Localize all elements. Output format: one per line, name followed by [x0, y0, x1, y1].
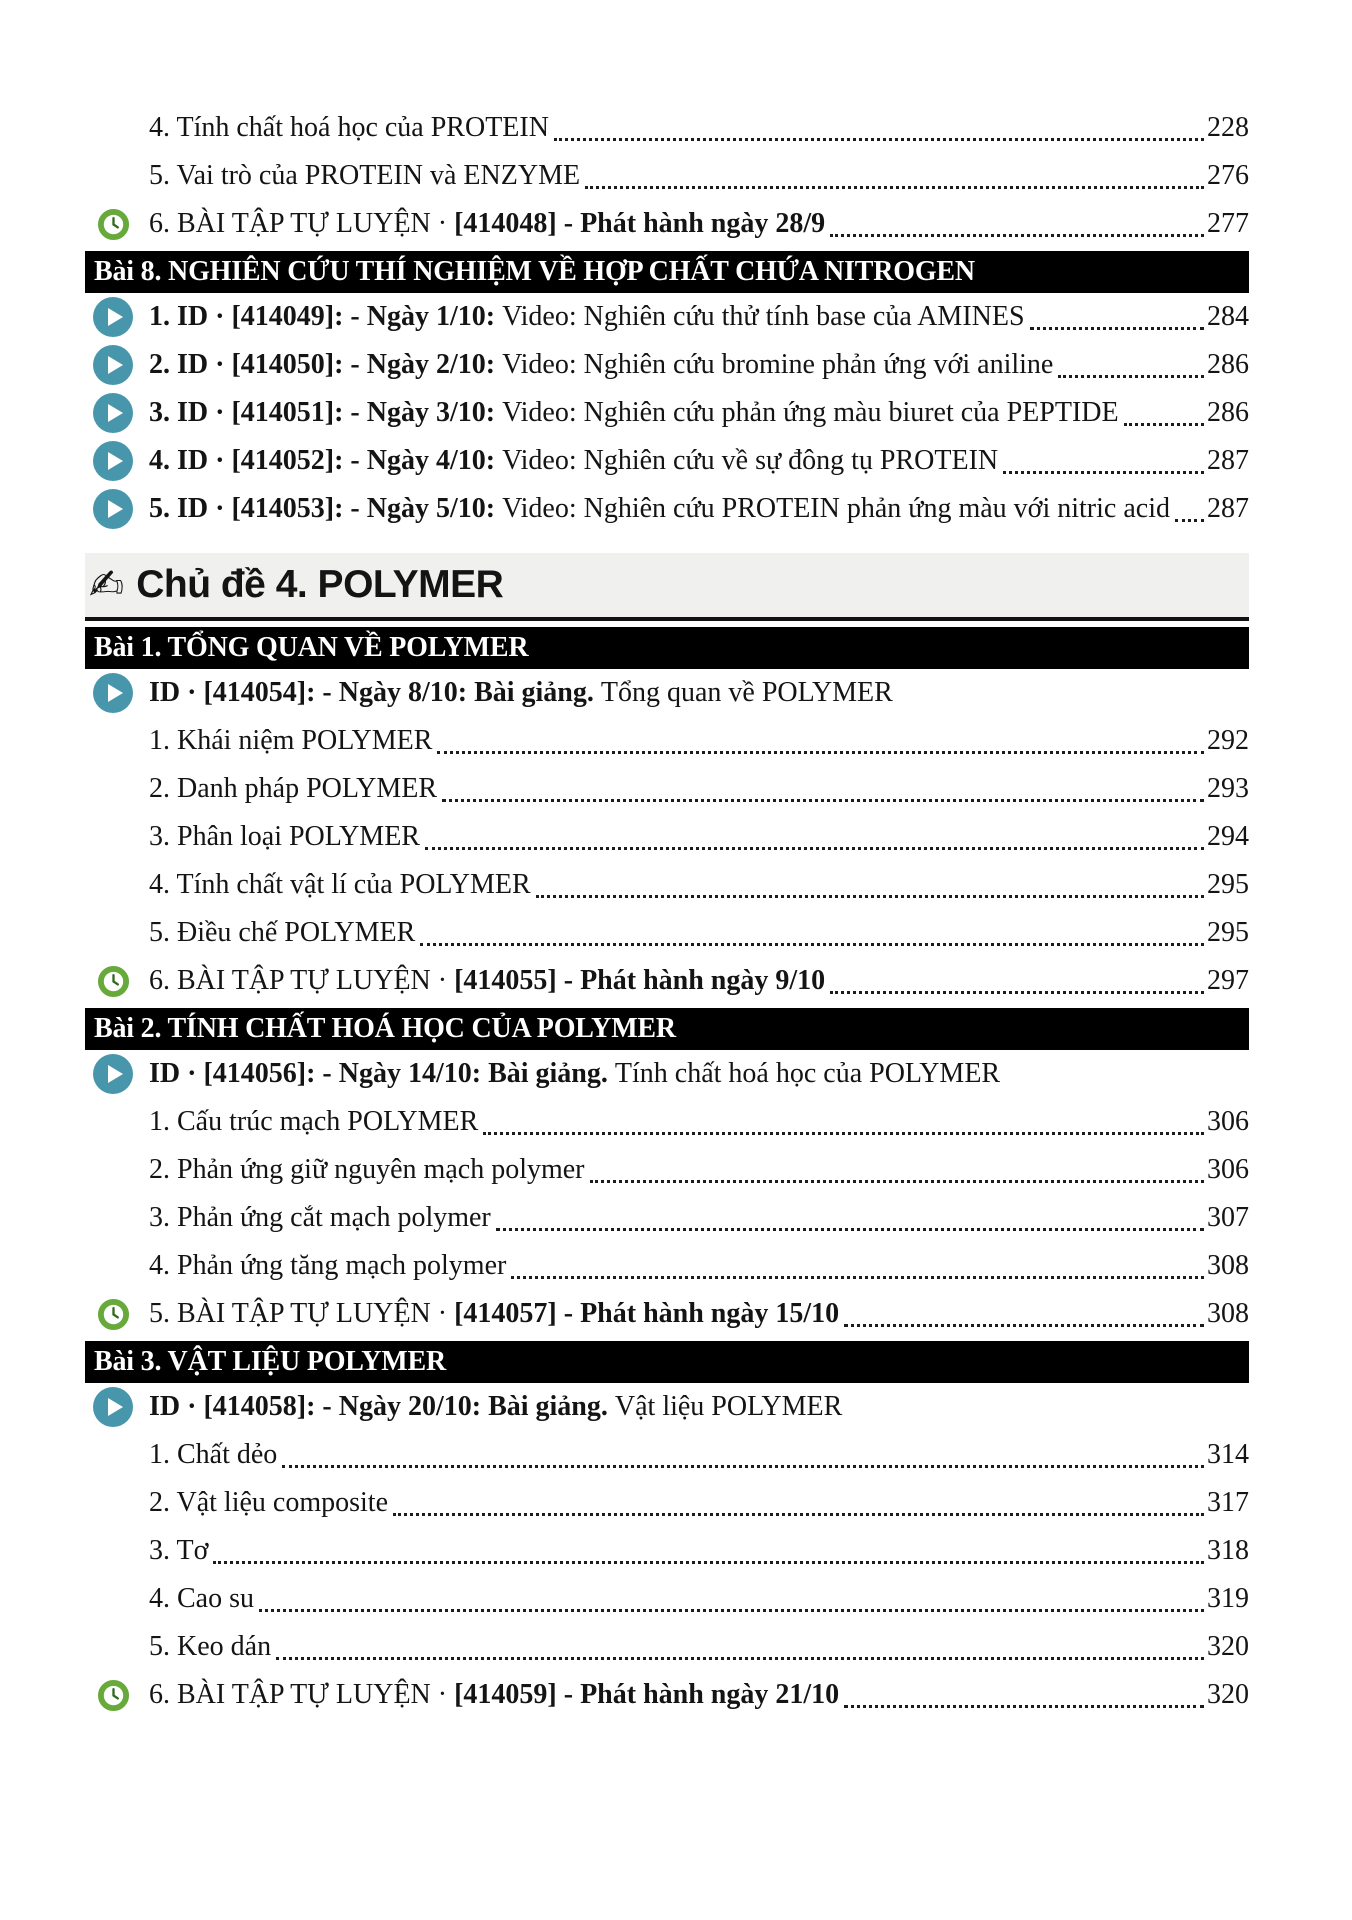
dot-leader — [496, 1228, 1204, 1231]
icon-slot — [85, 1680, 149, 1711]
dot-leader — [1030, 327, 1204, 330]
dot-leader — [585, 186, 1204, 189]
item-text — [149, 1440, 277, 1471]
clock-icon — [98, 1680, 129, 1711]
text-segment: 1. ID · [414049]: - Ngày 1/10: — [149, 300, 503, 332]
lesson-bar-label: Bài 3. VẬT LIỆU POLYMER — [94, 1346, 446, 1377]
text-segment: 4. Cao su — [149, 1582, 254, 1614]
item-text — [149, 1392, 842, 1423]
item-text — [149, 161, 580, 192]
page-number: 286 — [1207, 348, 1249, 380]
text-segment: Video: Nghiên cứu phản ứng màu biuret của PEPTIDE — [502, 396, 1119, 428]
item-text — [149, 209, 825, 240]
item-text — [149, 918, 415, 949]
dot-leader — [213, 1561, 1204, 1564]
icon-slot — [85, 1054, 149, 1094]
page-number: 306 — [1207, 1105, 1249, 1137]
page-number: 319 — [1207, 1582, 1249, 1614]
page-number: 293 — [1207, 772, 1249, 804]
dot-leader — [282, 1465, 1204, 1468]
icon-slot — [85, 209, 149, 240]
item-text — [149, 446, 998, 477]
dot-leader — [393, 1513, 1204, 1516]
dot-leader — [830, 991, 1204, 994]
dot-leader — [830, 234, 1204, 237]
text-segment: 5. Keo dán — [149, 1630, 272, 1662]
toc-item[interactable] — [85, 1194, 1249, 1242]
item-text — [149, 1107, 478, 1138]
clock-icon — [98, 1299, 129, 1330]
text-segment: 1. Chất dẻo — [149, 1438, 278, 1470]
text-segment: Video: Nghiên cứu về sự đông tụ PROTEIN — [502, 444, 999, 476]
item-text — [149, 1251, 506, 1282]
item-text — [149, 1584, 254, 1615]
page-number: 320 — [1207, 1678, 1249, 1710]
icon-slot — [85, 345, 149, 385]
text-segment: 2. Vật liệu composite — [149, 1486, 388, 1518]
dot-leader — [1124, 423, 1204, 426]
play-icon — [93, 393, 133, 433]
toc-item[interactable] — [85, 1431, 1249, 1479]
dot-leader — [437, 751, 1204, 754]
page-number: 308 — [1207, 1297, 1249, 1329]
icon-slot — [85, 673, 149, 713]
page-number: 276 — [1207, 159, 1249, 191]
item-text — [149, 113, 549, 144]
page-number: 294 — [1207, 820, 1249, 852]
toc-item[interactable] — [85, 1575, 1249, 1623]
lesson-bar — [85, 627, 1249, 669]
page-number: 277 — [1207, 207, 1249, 239]
lesson-bar-label: Bài 2. TÍNH CHẤT HOÁ HỌC CỦA POLYMER — [94, 1013, 676, 1044]
text-segment: 1. Khái niệm POLYMER — [149, 724, 433, 756]
icon-slot — [85, 393, 149, 433]
text-segment: 3. Phản ứng cắt mạch polymer — [149, 1201, 491, 1233]
item-text — [149, 870, 531, 901]
page-number: 292 — [1207, 724, 1249, 756]
dot-leader — [276, 1657, 1204, 1660]
item-text — [149, 1059, 1000, 1090]
icon-slot — [85, 441, 149, 481]
dot-leader — [844, 1705, 1204, 1708]
dot-leader — [420, 943, 1204, 946]
text-segment: ID · [414056]: - Ngày 14/10: Bài giảng. — [149, 1057, 615, 1089]
item-text — [149, 398, 1119, 429]
toc-item[interactable] — [85, 1527, 1249, 1575]
lecture-item[interactable] — [85, 669, 1249, 717]
text-segment: 3. Tơ — [149, 1534, 209, 1566]
page-number: 228 — [1207, 111, 1249, 143]
page-number: 295 — [1207, 868, 1249, 900]
chapter-title: Chủ đề 4. POLYMER — [136, 563, 504, 606]
item-text — [149, 350, 1053, 381]
item-text — [149, 302, 1025, 333]
item-text — [149, 726, 432, 757]
text-segment: [414057] - Phát hành ngày 15/10 — [454, 1297, 840, 1329]
toc-content — [85, 0, 1249, 1719]
item-text — [149, 1632, 271, 1663]
toc-item[interactable] — [85, 152, 1249, 200]
text-segment: Vật liệu POLYMER — [614, 1390, 843, 1422]
toc-item[interactable] — [85, 1098, 1249, 1146]
icon-slot — [85, 1387, 149, 1427]
item-text — [149, 774, 437, 805]
page-number: 307 — [1207, 1201, 1249, 1233]
play-icon — [93, 297, 133, 337]
lesson-bar-label: Bài 8. NGHIÊN CỨU THÍ NGHIỆM VỀ HỢP CHẤT CHỨA NITROGEN — [94, 256, 975, 287]
writing-hand-icon: ✍ — [89, 560, 125, 609]
toc-item[interactable] — [85, 957, 1249, 1005]
dot-leader — [483, 1132, 1204, 1135]
toc-item[interactable] — [85, 1671, 1249, 1719]
toc-item[interactable] — [85, 765, 1249, 813]
play-icon — [93, 1387, 133, 1427]
toc-item[interactable] — [85, 389, 1249, 437]
text-segment: Video: Nghiên cứu thử tính base của AMINES — [502, 300, 1025, 332]
text-segment: Tổng quan về POLYMER — [600, 676, 893, 708]
toc-item[interactable] — [85, 1242, 1249, 1290]
dot-leader — [536, 895, 1204, 898]
clock-icon — [98, 966, 129, 997]
toc-item[interactable] — [85, 104, 1249, 152]
dot-leader — [511, 1276, 1204, 1279]
page-number: 287 — [1207, 492, 1249, 524]
text-segment: 5. ID · [414053]: - Ngày 5/10: — [149, 492, 503, 524]
page-number: 318 — [1207, 1534, 1249, 1566]
page-number: 295 — [1207, 916, 1249, 948]
text-segment: Tính chất hoá học của POLYMER — [614, 1057, 1001, 1089]
text-segment: 4. Tính chất hoá học của PROTEIN — [149, 111, 549, 143]
text-segment: 5. Điều chế POLYMER — [149, 916, 416, 948]
text-segment: 2. ID · [414050]: - Ngày 2/10: — [149, 348, 503, 380]
lesson-bar — [85, 1341, 1249, 1383]
clock-icon — [98, 209, 129, 240]
page-number: 317 — [1207, 1486, 1249, 1518]
item-text — [149, 966, 825, 997]
item-text — [149, 1155, 585, 1186]
text-segment: 4. ID · [414052]: - Ngày 4/10: — [149, 444, 503, 476]
lesson-bar — [85, 251, 1249, 293]
page-number: 306 — [1207, 1153, 1249, 1185]
icon-slot — [85, 1299, 149, 1330]
toc-item[interactable] — [85, 909, 1249, 957]
text-segment: [414048] - Phát hành ngày 28/9 — [454, 207, 826, 239]
dot-leader — [1003, 471, 1204, 474]
text-segment: [414059] - Phát hành ngày 21/10 — [454, 1678, 840, 1710]
text-segment: 6. BÀI TẬP TỰ LUYỆN · — [149, 1678, 455, 1710]
lecture-item[interactable] — [85, 1383, 1249, 1431]
page-number: 297 — [1207, 964, 1249, 996]
page-number: 308 — [1207, 1249, 1249, 1281]
text-segment: Video: Nghiên cứu bromine phản ứng với aniline — [502, 348, 1054, 380]
page-number: 320 — [1207, 1630, 1249, 1662]
toc-item[interactable] — [85, 200, 1249, 248]
play-icon — [93, 673, 133, 713]
dot-leader — [1175, 519, 1204, 522]
text-segment: ID · [414054]: - Ngày 8/10: Bài giảng. — [149, 676, 601, 708]
dot-leader — [1058, 375, 1204, 378]
toc-item[interactable] — [85, 813, 1249, 861]
toc-item[interactable] — [85, 1146, 1249, 1194]
toc-item[interactable] — [85, 1479, 1249, 1527]
text-segment: 5. Vai trò của PROTEIN và ENZYME — [149, 159, 581, 191]
icon-slot — [85, 297, 149, 337]
item-text — [149, 1536, 208, 1567]
toc-item[interactable] — [85, 341, 1249, 389]
dot-leader — [554, 138, 1204, 141]
text-segment: 6. BÀI TẬP TỰ LUYỆN · — [149, 964, 455, 996]
icon-slot — [85, 966, 149, 997]
item-text — [149, 1299, 839, 1330]
toc-item[interactable] — [85, 717, 1249, 765]
text-segment: [414055] - Phát hành ngày 9/10 — [454, 964, 826, 996]
toc-item[interactable] — [85, 1290, 1249, 1338]
icon-slot — [85, 489, 149, 529]
page-number: 286 — [1207, 396, 1249, 428]
item-text — [149, 1203, 491, 1234]
toc-item[interactable] — [85, 293, 1249, 341]
play-icon — [93, 489, 133, 529]
dot-leader — [442, 799, 1204, 802]
play-icon — [93, 441, 133, 481]
page-number: 314 — [1207, 1438, 1249, 1470]
text-segment: 2. Phản ứng giữ nguyên mạch polymer — [149, 1153, 585, 1185]
dot-leader — [844, 1324, 1204, 1327]
dot-leader — [590, 1180, 1204, 1183]
text-segment: 2. Danh pháp POLYMER — [149, 772, 438, 804]
toc-item[interactable] — [85, 485, 1249, 533]
chapter-header — [85, 553, 1249, 621]
page-number: 284 — [1207, 300, 1249, 332]
item-text — [149, 1488, 388, 1519]
toc-item[interactable] — [85, 437, 1249, 485]
text-segment: 3. ID · [414051]: - Ngày 3/10: — [149, 396, 503, 428]
dot-leader — [425, 847, 1204, 850]
text-segment: 5. BÀI TẬP TỰ LUYỆN · — [149, 1297, 455, 1329]
text-segment: 1. Cấu trúc mạch POLYMER — [149, 1105, 479, 1137]
lecture-item[interactable] — [85, 1050, 1249, 1098]
page-number: 287 — [1207, 444, 1249, 476]
dot-leader — [259, 1609, 1204, 1612]
lesson-bar — [85, 1008, 1249, 1050]
text-segment: 3. Phân loại POLYMER — [149, 820, 420, 852]
item-text — [149, 1680, 839, 1711]
item-text — [149, 678, 893, 709]
lesson-bar-label: Bài 1. TỔNG QUAN VỀ POLYMER — [94, 632, 529, 663]
text-segment: ID · [414058]: - Ngày 20/10: Bài giảng. — [149, 1390, 615, 1422]
play-icon — [93, 1054, 133, 1094]
toc-item[interactable] — [85, 1623, 1249, 1671]
text-segment: Video: Nghiên cứu PROTEIN phản ứng màu với nitric acid — [502, 492, 1170, 524]
toc-item[interactable] — [85, 861, 1249, 909]
item-text — [149, 822, 420, 853]
item-text — [149, 494, 1170, 525]
text-segment: 4. Tính chất vật lí của POLYMER — [149, 868, 531, 900]
text-segment: 4. Phản ứng tăng mạch polymer — [149, 1249, 507, 1281]
play-icon — [93, 345, 133, 385]
text-segment: 6. BÀI TẬP TỰ LUYỆN · — [149, 207, 455, 239]
